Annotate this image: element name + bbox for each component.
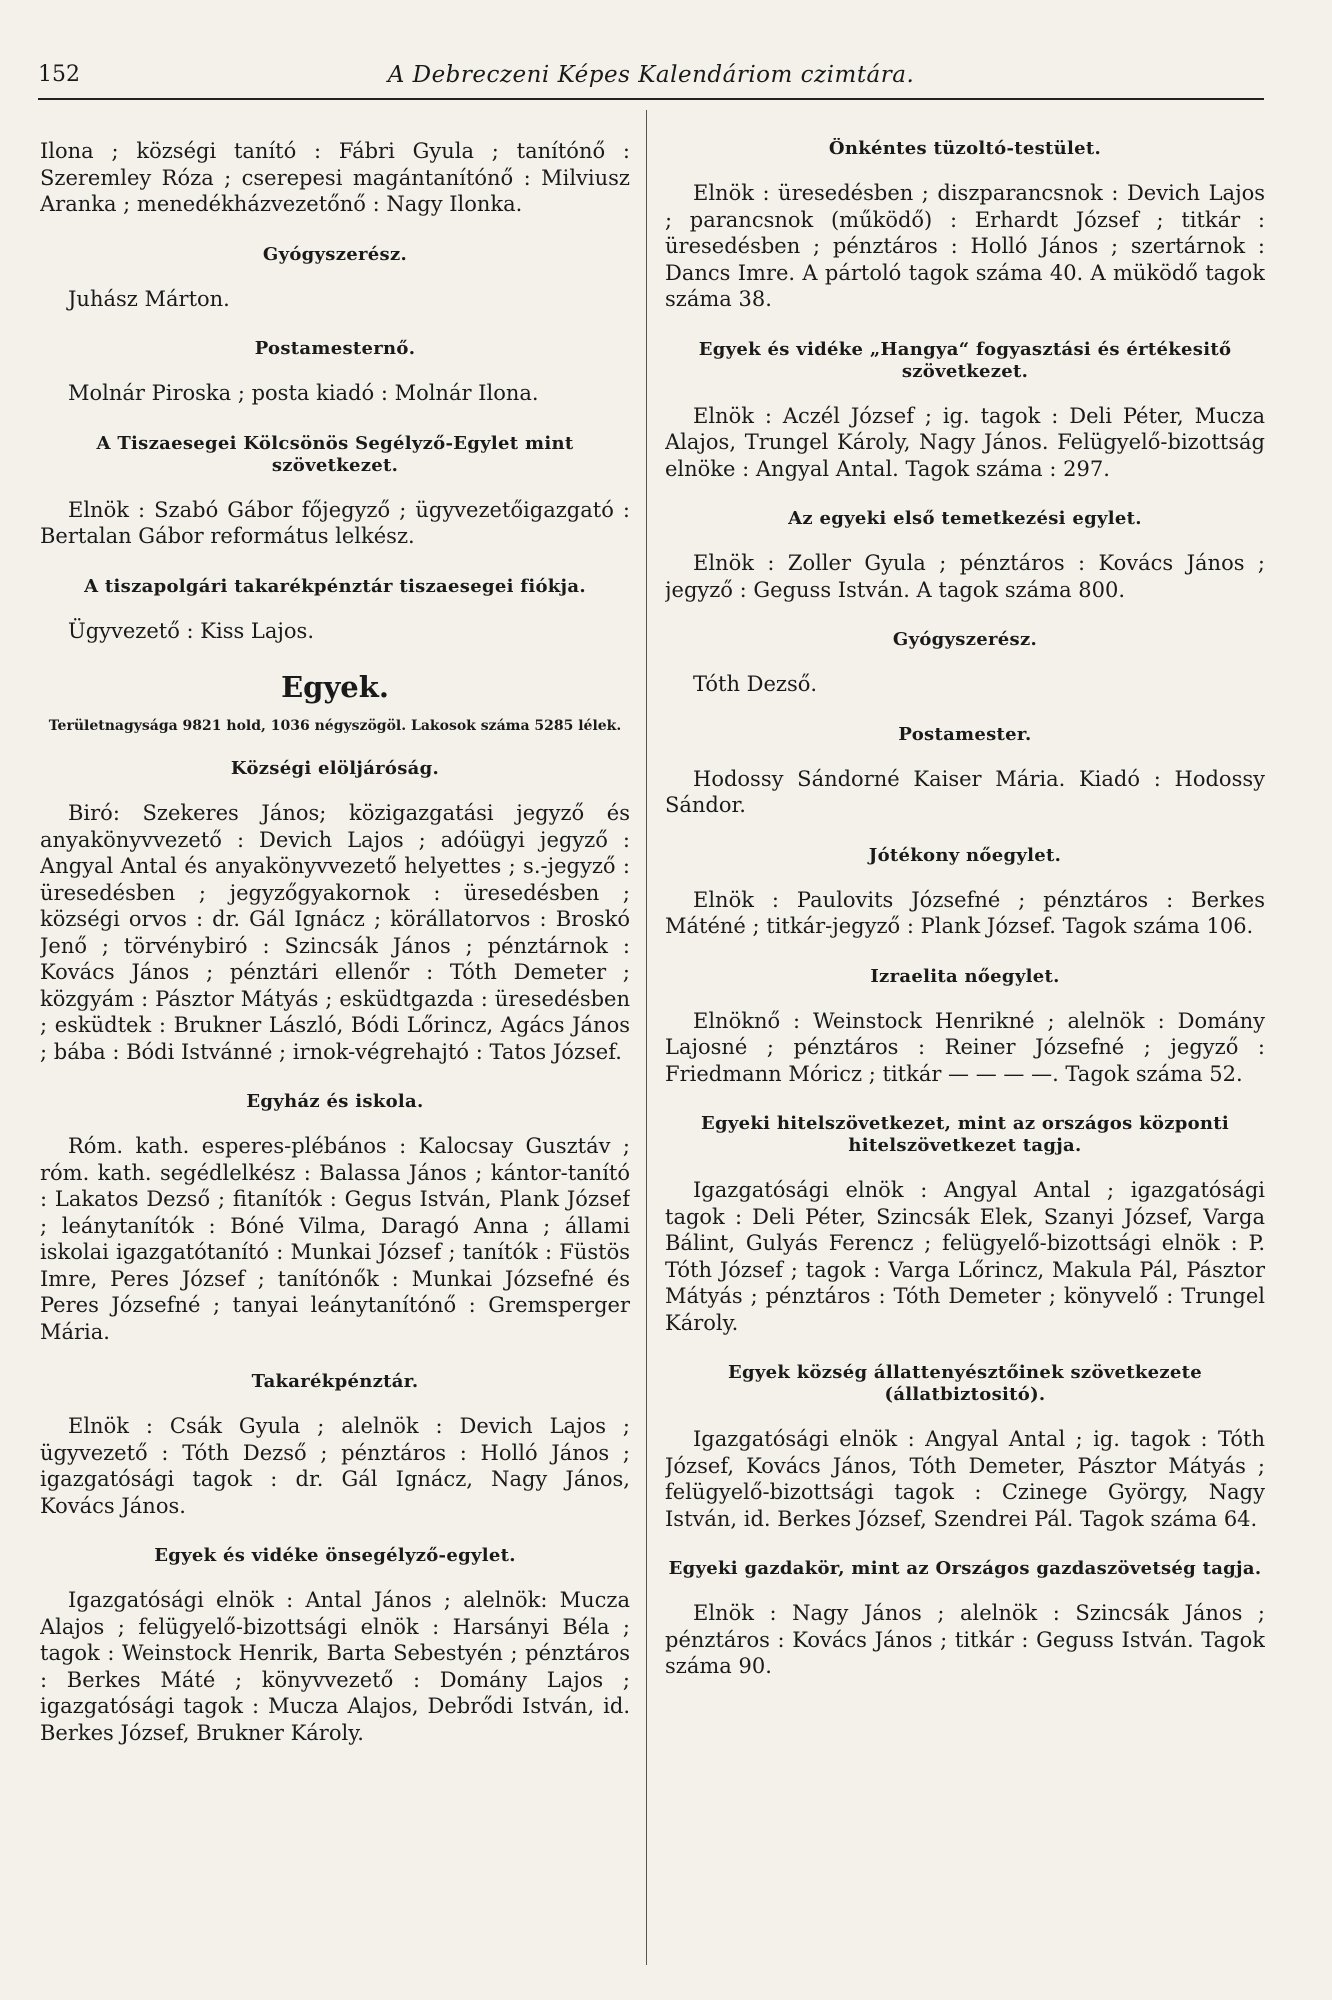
heading-postamester: Postamester. <box>898 723 1032 745</box>
paragraph-takarekpenztar: Elnök : Csák Gyula ; alelnök : Devich Lajos ; ügyvezető : Tóth Dezső ; pénztáros : Holló János ; igazgatósági tagok : dr. Gál Ignácz, Nagy János, Kovács János. <box>40 1414 630 1518</box>
intro-paragraph: Ilona ; községi tanító : Fábri Gyula ; tanítónő : Szeremley Róza ; cserepesi magántanítónő : Milviusz Aranka ; menedékházvezetőnő : Nagy Ilonka. <box>40 139 630 216</box>
heading-temetkezesi: Az egyeki első temetkezési egylet. <box>788 508 1142 529</box>
paragraph-gyogyszeresz-right: Tóth Dezső. <box>693 672 818 696</box>
paragraph-gyogyszeresz: Juhász Márton. <box>68 286 230 311</box>
page-header <box>38 58 1264 100</box>
paragraph-hitelszovetkezet: Igazgatósági elnök : Angyal Antal ; igazgatósági tagok : Deli Péter, Szincsák Elek, Szanyi József, Varga Bálint, Gulyás Ferencz ; felügyelő-bizottsági elnök : P. Tóth József ; tagok : Varga Lőrincz, Makula Pál, Pásztor Mátyás ; pénztáros : Tóth Demeter ; könyvelő : Trungel Károly. <box>665 1178 1265 1335</box>
heading-takarekpenztar: Takarékpénztár. <box>251 1371 419 1392</box>
heading-elojarosag: Községi elöljáróság. <box>230 758 440 779</box>
paragraph-temetkezesi: Elnök : Zoller Gyula ; pénztáros : Kovács János ; jegyző : Geguss István. A tagok száma 800. <box>665 551 1265 602</box>
paragraph-allattenyeszto: Igazgatósági elnök : Angyal Antal ; ig. tagok : Tóth József, Kovács János, Tóth Demeter, Pásztor Mátyás ; felügyelő-bizottsági tagok : Czinege György, Nagy István, id. Berkes József, Szendrei Pál. Tagok száma 64. <box>665 1427 1265 1531</box>
section-title-egyek: Egyek. <box>281 670 389 704</box>
area-population-note: Területnagysága 9821 hold, 1036 négyszögöl. Lakosok száma 5285 lélek. <box>48 718 622 734</box>
paragraph-postamesterno: Molnár Piroska ; posta kiadó : Molnár Ilona. <box>68 381 539 405</box>
heading-gyogyszeresz-right: Gyógyszerész. <box>892 629 1038 650</box>
paragraph-postamester: Hodossy Sándorné Kaiser Mária. Kiadó : Hodossy Sándor. <box>665 766 1265 817</box>
heading-allattenyeszto: Egyek község állattenyésztőinek szövetkezete (állatbiztositó). <box>727 1362 1203 1405</box>
paragraph-notegylet: Elnök : Paulovits Józsefné ; pénztáros : Berkes Máténé ; titkár-jegyző : Plank József. Tagok száma 106. <box>665 887 1265 938</box>
running-title: A Debreczeni Képes Kalendáriom czimtára. <box>387 62 915 88</box>
column-divider <box>646 110 647 1965</box>
heading-notegylet: Jótékony nőegylet. <box>868 844 1062 866</box>
heading-gyogyszeresz: Gyógyszerész. <box>262 243 408 265</box>
heading-takarek-fiok: A tiszapolgári takarékpénztár tiszaesegei fiókja. <box>84 575 586 597</box>
paragraph-tiszaeseg-kolcsonos: Elnök : Szabó Gábor főjegyző ; ügyvezetőigazgató : Bertalan Gábor református lelkész. <box>40 497 630 548</box>
paragraph-elojarosag: Biró: Szekeres János; közigazgatási jegyző és anyakönyvvezető : Devich Lajos ; adóügyi jegyző : Angyal Antal és anyakönyvvezető helyettes ; s.-jegyző : üresedésben ; jegyzőgyakornok : üresedésben ; községi orvos : dr. Gál Ignácz ; körállatorvos : Broskó Jenő ; törvénybiró : Szincsák János ; pénztárnok : Kovács János ; pénztári ellenőr : Tóth Demeter ; közgyám : Pásztor Mátyás ; esküdtgazda : üresedésben ; esküdtek : Brukner László, Bódi Lőrincz, Agács János ; bába : Bódi Istvánné ; irnok-végrehajtó : Tatos József. <box>40 801 630 1064</box>
heading-tiszaeseg-kolcsonos: A Tiszaesegei Kölcsönös Segélyző-Egylet mint szövetkezet. <box>96 432 574 476</box>
paragraph-egyhaz-iskola: Róm. kath. esperes-plébános : Kalocsay Gusztáv ; róm. kath. segédlelkész : Balassa János ; kántor-tanító : Lakatos Dezső ; fitanítók : Gegus István, Plank József ; leánytanítók : Bóné Vilma, Daragó Anna ; állami iskolai igazgatótanító : Munkai József ; tanítók : Füstös Imre, Peres József ; tanítónők : Munkai Józsefné és Peres Józsefné ; tanyai leánytanítónő : Gremsperger Mária. <box>40 1134 630 1344</box>
heading-egyhaz-iskola: Egyház és iskola. <box>246 1091 424 1112</box>
heading-onsegelyzo: Egyek és vidéke önsegélyző-egylet. <box>154 1545 516 1566</box>
paragraph-tuzolto: Elnök : üresedésben ; diszparancsnok : Devich Lajos ; parancsnok (működő) : Erhardt József ; titkár : üresedésben ; pénztáros : Holló János ; szertárnok : Dancs Imre. A pártoló tagok száma 40. A müködő tagok száma 38. <box>665 181 1265 311</box>
heading-gazdakor: Egyeki gazdakör, mint az Országos gazdaszövetség tagja. <box>668 1558 1262 1579</box>
paragraph-onsegelyzo: Igazgatósági elnök : Antal János ; alelnök: Mucza Alajos ; felügyelő-bizottsági elnök : Harsányi Béla ; tagok : Weinstock Henrik, Barta Sebestyén ; pénztáros : Berkes Máté ; könyvvezető : Domány Lajos ; igazgatósági tagok : Mucza Alajos, Debrődi István, id. Berkes József, Brukner Károly. <box>40 1588 630 1745</box>
left-column <box>40 138 630 1968</box>
paragraph-izraelita: Elnöknő : Weinstock Henrikné ; alelnök : Domány Lajosné ; pénztáros : Reiner Józsefné ; jegyző : Friedmann Móricz ; titkár — — — —. Tagok száma 52. <box>665 1008 1265 1086</box>
heading-tuzolto: Önkéntes tüzoltó-testület. <box>828 138 1102 159</box>
heading-hitelszovetkezet: Egyeki hitelszövetkezet, mint az országos központi hitelszövetkezet tagja. <box>700 1113 1230 1156</box>
heading-postamesterno: Postamesternő. <box>254 338 416 359</box>
paragraph-takarek-fiok: Ügyvezető : Kiss Lajos. <box>68 618 315 643</box>
paragraph-gazdakor: Elnök : Nagy János ; alelnök : Szincsák János ; pénztáros : Kovács János ; titkár : Geguss István. Tagok száma 90. <box>665 1601 1265 1678</box>
page-number: 152 <box>38 62 80 87</box>
heading-izraelita: Izraelita nőegylet. <box>870 965 1060 987</box>
paragraph-hangya: Elnök : Aczél József ; ig. tagok : Deli Péter, Mucza Alajos, Trungel Károly, Nagy János. Felügyelő-bizottság elnöke : Angyal Antal. Tagok száma : 297. <box>665 403 1265 481</box>
right-column <box>665 138 1265 1968</box>
heading-hangya: Egyek és vidéke „Hangya“ fogyasztási és értékesitő szövetkezet. <box>698 338 1232 382</box>
